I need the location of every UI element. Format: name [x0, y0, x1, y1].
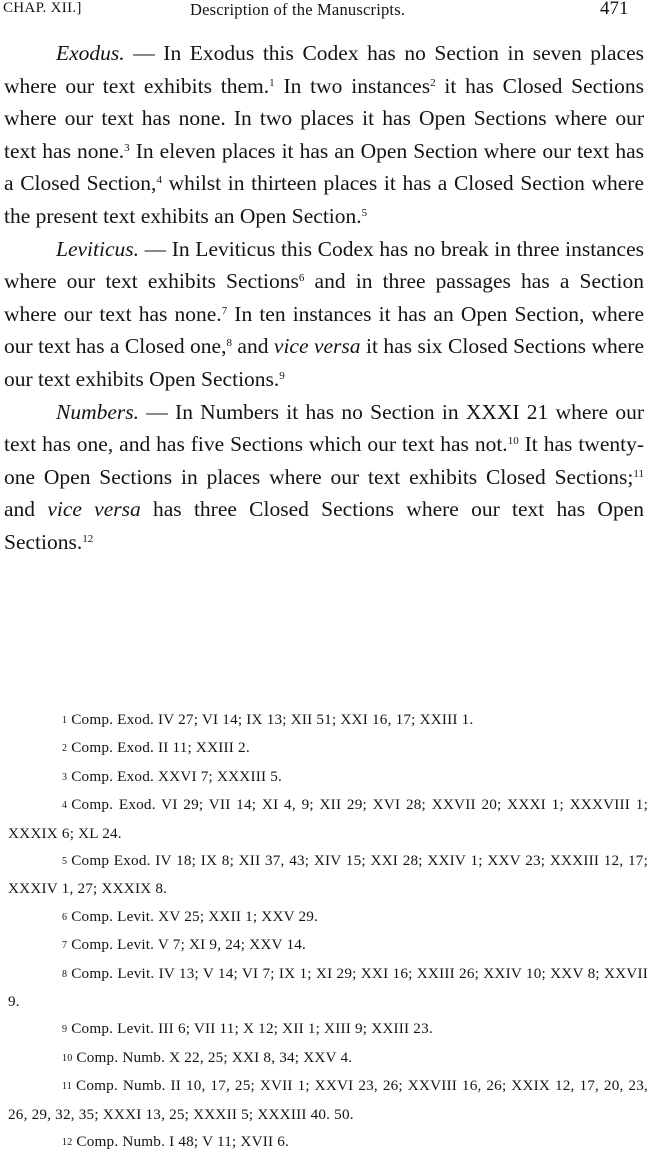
footnote — [8, 1072, 648, 1128]
footnote-number: 9 — [62, 1024, 68, 1036]
text-run: it has six Closed Sections where our text exhibits Open Sections. — [4, 334, 644, 391]
text-run: it has Closed Sections where our text has none. In two places it has Open Sections where our text has none. — [4, 73, 645, 163]
page-number: 471 — [600, 0, 629, 19]
footnote-number: 12 — [62, 1137, 73, 1149]
footnote-ref: 5 — [361, 206, 368, 219]
footnote-number: 1 — [62, 715, 68, 726]
footnote-number: 4 — [62, 800, 68, 812]
footnote-ref: 6 — [298, 272, 305, 285]
footnote-number: 7 — [62, 940, 68, 952]
footnote-text: Comp. Levit. III 6; VII 11; X 12; XII 1; XIII 9; XXIII 23. — [71, 1020, 433, 1038]
text-run: In eleven places it has an Open Section where our text has a Closed Section, — [4, 138, 644, 196]
footnote — [8, 931, 648, 959]
footnote-text: Comp. Numb. X 22, 25; XXI 8, 34; XXV 4. — [76, 1048, 353, 1066]
footnote-number: 2 — [62, 743, 68, 755]
footnote-ref: 8 — [226, 337, 232, 350]
footnote — [8, 706, 648, 734]
footnote-number: 6 — [62, 911, 68, 923]
footnote-number: 10 — [62, 1052, 73, 1064]
footnote-text: Comp. Exod. IV 27; VI 14; IX 13; XII 51; XXI 16, 17; XXIII 1. — [71, 711, 474, 728]
footnote — [8, 763, 648, 791]
footnote-text: Comp. Exod. II 11; XXIII 2. — [71, 739, 250, 757]
text-run: — In Exodus this Codex has no Section in seven places where our text exhibits them. — [4, 41, 644, 98]
footnote-text: Comp. Levit. V 7; XI 9, 24; XXV 14. — [71, 936, 307, 954]
text-run: — In Leviticus this Codex has no break in three instances where our text exhibits Sections — [4, 236, 644, 294]
footnote-text: Comp. Exod. XXVI 7; XXXIII 5. — [71, 767, 283, 785]
footnote — [8, 1128, 648, 1156]
footnote-ref: 10 — [507, 435, 519, 448]
footnote-text: Comp. Exod. VI 29; VII 14; XI 4, 9; XII 29; XVI 28; XXVII 20; XXXI 1; XXXVIII 1; XXXIX 6; XL 24. — [8, 796, 648, 842]
body-paragraph — [4, 396, 644, 559]
footnote — [8, 791, 648, 847]
footnote — [8, 1015, 648, 1043]
footnote-number: 11 — [62, 1081, 73, 1093]
text-run: and — [4, 497, 48, 522]
text-run: In ten instances it has an Open Section, where our text has a Closed one, — [4, 301, 645, 359]
chapter-label: CHAP. XII.] — [3, 0, 82, 16]
footnote-text: Comp. Numb. II 10, 17, 25; XVII 1; XXVI 23, 26; XXVIII 16, 26; XXIX 12, 17, 20, 23, 26, 29, 32, 35; XXXI 13, 25; XXXII 5; XXXIII 40. 50. — [8, 1077, 648, 1123]
italic-phrase: vice versa — [273, 334, 361, 359]
text-run: and — [231, 334, 274, 359]
text-run: has three Closed Sections where our text has Open Sections. — [4, 497, 644, 554]
footnote-number: 3 — [62, 771, 68, 783]
footnote-ref: 2 — [430, 76, 436, 89]
running-title: Description of the Manuscripts. — [190, 0, 406, 19]
text-run: In two instances — [274, 73, 431, 98]
footnote-text: Comp. Numb. I 48; V 11; XVII 6. — [76, 1133, 290, 1151]
footnote-ref: 11 — [633, 467, 644, 480]
footnote-number: 5 — [62, 856, 68, 868]
book-heading: Leviticus. — [56, 236, 139, 261]
book-heading: Exodus. — [56, 41, 125, 65]
footnote-text: Comp Exod. IV 18; IX 8; XII 37, 43; XIV 15; XXI 28; XXIV 1; XXV 23; XXXIII 12, 17; XXXIV 1, 27; XXXIX 8. — [8, 852, 648, 898]
body-paragraph — [4, 37, 644, 233]
footnote — [8, 1044, 648, 1072]
footnote-ref: 12 — [82, 532, 94, 545]
footnotes — [8, 706, 648, 1157]
footnote-ref: 9 — [279, 369, 285, 382]
body-paragraph — [4, 233, 644, 396]
footnote-number: 8 — [62, 968, 68, 980]
footnote-ref: 4 — [156, 174, 162, 187]
italic-phrase: vice versa — [47, 497, 141, 522]
footnote-ref: 7 — [221, 304, 228, 317]
text-run: whilst in thirteen places it has a Closed Section where the present text exhibits an Open Section. — [4, 171, 644, 228]
main-text — [4, 37, 644, 559]
footnote-ref: 1 — [269, 76, 275, 89]
running-header — [0, 0, 652, 26]
text-run: — In Numbers it has no Section in XXXI 21 where our text has one, and has five Sections which our text has not. — [4, 399, 644, 457]
footnote-text: Comp. Levit. IV 13; V 14; VI 7; IX 1; XI 29; XXI 16; XXIII 26; XXIV 10; XXV 8; XXVII 9. — [8, 964, 648, 1011]
text-run: It has twenty-one Open Sections in places where our text exhibits Closed Sections; — [4, 432, 644, 489]
book-heading: Numbers. — [56, 399, 140, 424]
footnote — [8, 903, 648, 931]
footnote — [8, 847, 648, 903]
footnote — [8, 960, 648, 1016]
text-run: and in three passages has a Section where our text has none. — [4, 269, 645, 326]
footnote — [8, 734, 648, 762]
footnote-ref: 3 — [124, 141, 130, 154]
footnote-text: Comp. Levit. XV 25; XXII 1; XXV 29. — [71, 907, 319, 925]
